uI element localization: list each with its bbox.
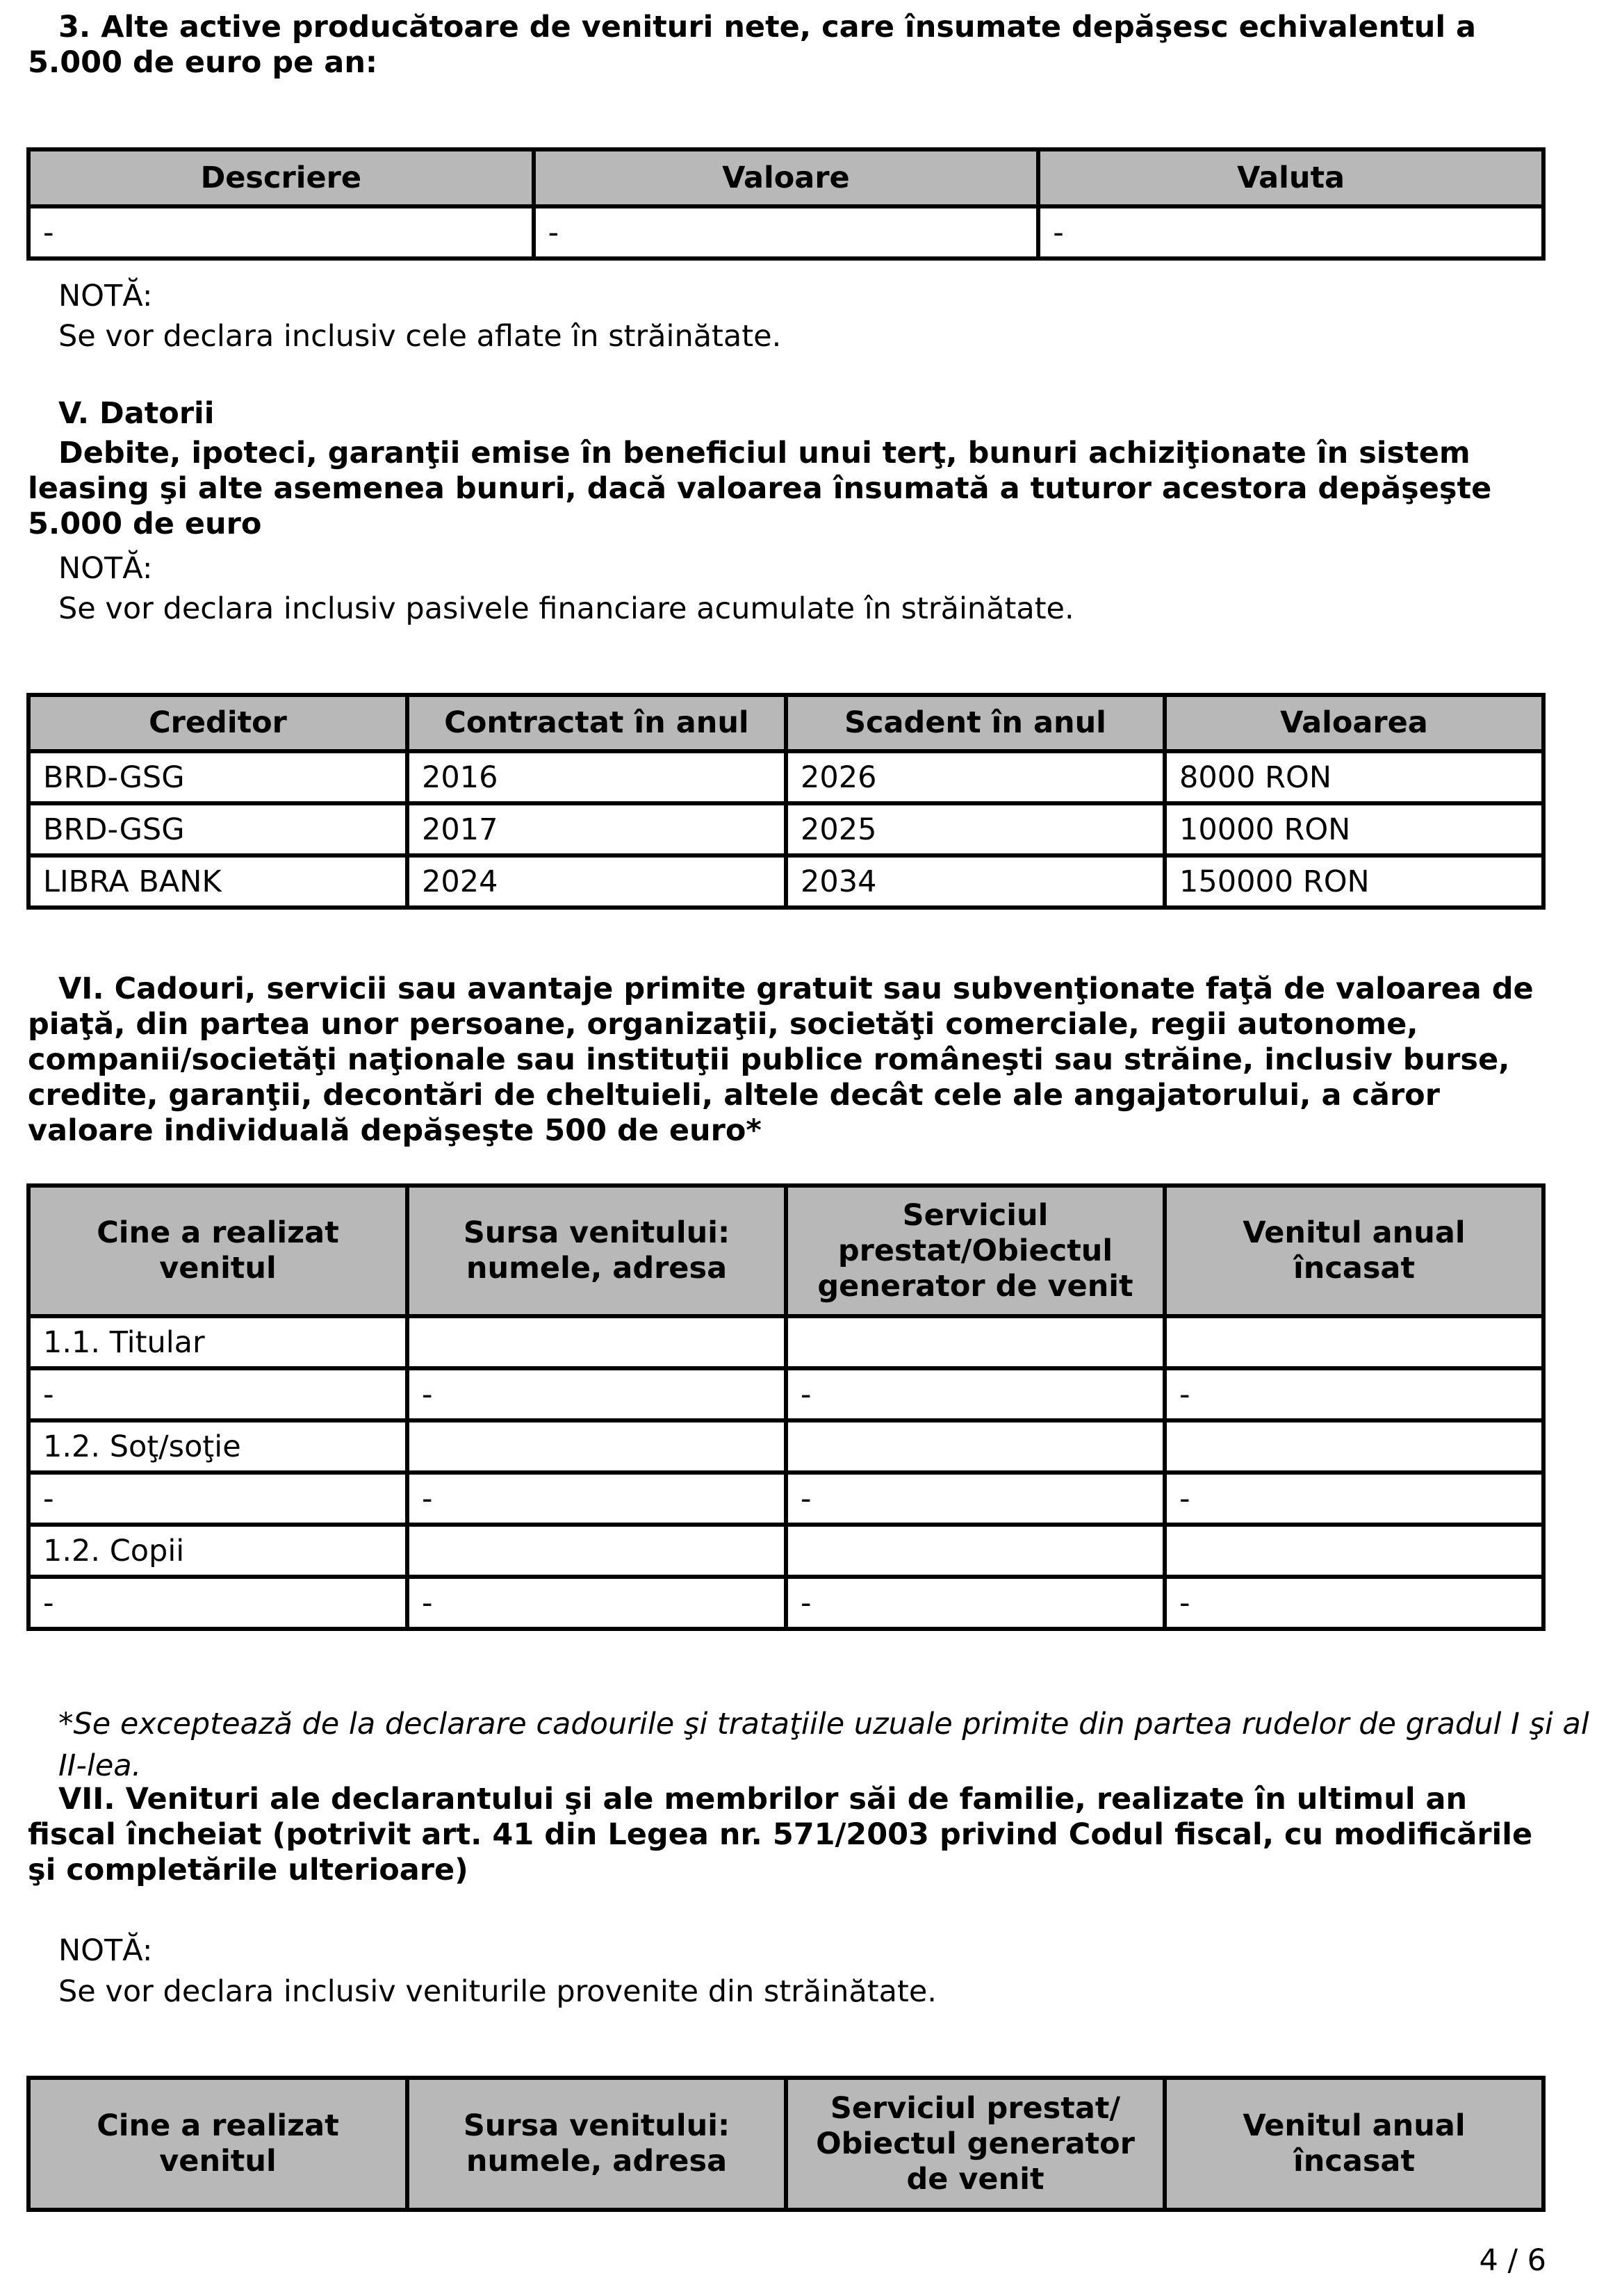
table-cell (407, 1420, 786, 1473)
table-row (28, 803, 1543, 855)
section-6-heading: VI. Cadouri, servicii sau avantaje primite gratuit sau subvenţionate faţă de valoarea de piaţă, din partea unor persoane, organizaţii, societăţi comerciale, regii autonome, companii/societăţi naţionale sau instituţii publice româneşti sau străine, inclusiv burse, credite, garanţii, decontări de cheltuieli, altele decât cele ale angajatorului, a căror valoare individuală depăşeşte 500 de euro* (28, 971, 1534, 1148)
table-cell: 2034 (786, 855, 1165, 908)
column-header-value: Valoare (534, 149, 1039, 206)
table-cell: - (786, 1368, 1165, 1420)
column-header-annual-income: Venitul anual încasat (1165, 1186, 1543, 1316)
column-header-income-source: Sursa venitului: numele, adresa (407, 2078, 786, 2210)
table-row (28, 1316, 1543, 1368)
table-header-row (28, 149, 1543, 206)
table-cell: - (28, 1577, 407, 1629)
column-header-annual-income: Venitul anual încasat (1165, 2078, 1543, 2210)
table-cell: 10000 RON (1165, 803, 1543, 855)
section-3-heading: 3. Alte active producătoare de venituri nete, care însumate depăşesc echivalentul a 5.000 de euro pe an: (28, 10, 1477, 80)
table-cell: 2017 (407, 803, 786, 855)
table-cell: 1.2. Soţ/soţie (28, 1420, 407, 1473)
table-row (28, 751, 1543, 803)
page-number: 4 / 6 (1479, 2243, 1546, 2278)
table-cell: 2026 (786, 751, 1165, 803)
table-cell: BRD-GSG (28, 803, 407, 855)
column-header-creditor: Creditor (28, 695, 407, 751)
note-label: NOTĂ: (58, 551, 153, 586)
table-cell: BRD-GSG (28, 751, 407, 803)
column-header-description: Descriere (28, 149, 534, 206)
column-header-service-object: Serviciul prestat/ Obiectul generator de venit (786, 2078, 1165, 2210)
table-cell (1165, 1525, 1543, 1577)
column-header-who-earned: Cine a realizat venitul (28, 1186, 407, 1316)
column-header-income-source: Sursa venitului: numele, adresa (407, 1186, 786, 1316)
table-row (28, 1577, 1543, 1629)
table-cell: - (28, 1473, 407, 1525)
note-text: Se vor declara inclusiv veniturile provenite din străinătate. (58, 1974, 937, 2009)
table-cell: - (1165, 1577, 1543, 1629)
table-cell: - (407, 1473, 786, 1525)
table-header-row (28, 2078, 1543, 2210)
table-cell: - (28, 1368, 407, 1420)
table-row (28, 1525, 1543, 1577)
table-row (28, 206, 1543, 259)
table-cell: 2016 (407, 751, 786, 803)
table-header-row (28, 695, 1543, 751)
table-cell (1165, 1420, 1543, 1473)
table-row (28, 1368, 1543, 1420)
table-cell: - (534, 206, 1039, 259)
table-cell: 1.1. Titular (28, 1316, 407, 1368)
section-5-title: V. Datorii (58, 396, 215, 431)
section-5-heading: Debite, ipoteci, garanţii emise în beneficiul unui terţ, bunuri achiziţionate în sistem leasing şi alte asemenea bunuri, dacă valoarea însumată a tuturor acestora depăşeşte 5.000 de euro (28, 436, 1492, 541)
column-header-amount: Valoarea (1165, 695, 1543, 751)
table-cell: LIBRA BANK (28, 855, 407, 908)
note-text: Se vor declara inclusiv cele aflate în străinătate. (58, 319, 782, 354)
table-cell: 2024 (407, 855, 786, 908)
table-cell: 8000 RON (1165, 751, 1543, 803)
table-row (28, 855, 1543, 908)
column-header-currency: Valuta (1038, 149, 1543, 206)
note-text: Se vor declara inclusiv pasivele financiare acumulate în străinătate. (58, 591, 1074, 626)
table-cell: 150000 RON (1165, 855, 1543, 908)
table-cell: - (1038, 206, 1543, 259)
table-row (28, 1473, 1543, 1525)
column-header-who-earned: Cine a realizat venitul (28, 2078, 407, 2210)
note-label: NOTĂ: (58, 1933, 153, 1968)
table-cell (786, 1525, 1165, 1577)
table-cell: - (407, 1368, 786, 1420)
section-7-heading: VII. Venituri ale declarantului şi ale membrilor săi de familie, realizate în ultimul an fiscal încheiat (potrivit art. 41 din Legea nr. 571/2003 privind Codul fiscal, cu modificările şi completările ulterioare) (28, 1782, 1533, 1887)
table-cell: - (786, 1473, 1165, 1525)
other-assets-table (26, 147, 1546, 261)
gifts-table (26, 1183, 1546, 1631)
table-cell: 2025 (786, 803, 1165, 855)
table-header-row (28, 1186, 1543, 1316)
table-cell (407, 1316, 786, 1368)
table-cell: - (407, 1577, 786, 1629)
table-cell: - (28, 206, 534, 259)
table-cell: - (1165, 1368, 1543, 1420)
table-row (28, 1420, 1543, 1473)
table-cell (1165, 1316, 1543, 1368)
column-header-service-object: Serviciul prestat/Obiectul generator de venit (786, 1186, 1165, 1316)
table-cell (407, 1525, 786, 1577)
gifts-footnote: *Se exceptează de la declarare cadourile şi trataţiile uzuale primite din partea rudelor de gradul I şi al II-lea. (58, 1707, 1589, 1783)
column-header-contracted-year: Contractat în anul (407, 695, 786, 751)
table-cell (786, 1316, 1165, 1368)
table-cell: - (786, 1577, 1165, 1629)
income-table (26, 2076, 1546, 2212)
table-cell: 1.2. Copii (28, 1525, 407, 1577)
note-label: NOTĂ: (58, 279, 153, 313)
table-cell (786, 1420, 1165, 1473)
column-header-due-year: Scadent în anul (786, 695, 1165, 751)
table-cell: - (1165, 1473, 1543, 1525)
debts-table (26, 693, 1546, 910)
